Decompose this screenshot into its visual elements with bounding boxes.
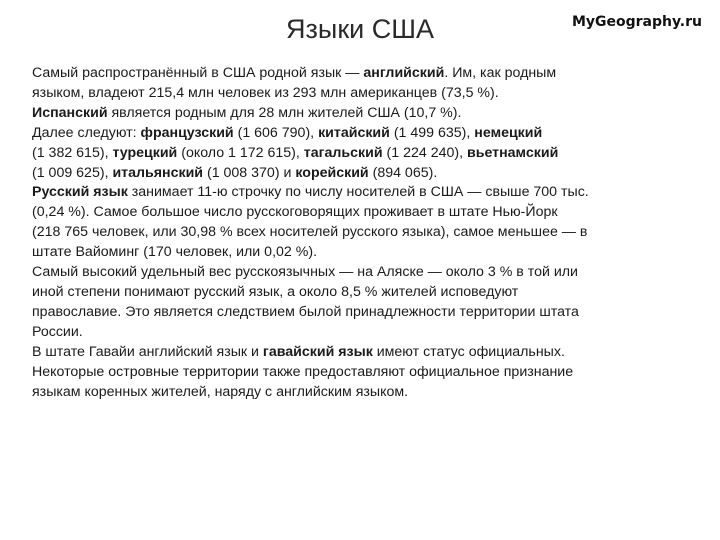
bold-term: турецкий: [112, 144, 178, 161]
text-line: [32, 144, 707, 164]
text-line: [32, 303, 707, 323]
bold-term: вьетнамский: [467, 144, 559, 161]
text-segment: (около 1 172 615),: [177, 144, 304, 161]
text-segment: (1 008 370) и: [203, 164, 296, 181]
bold-term: корейский: [295, 164, 369, 181]
text-line: [32, 243, 707, 263]
text-line: [32, 124, 707, 144]
bold-term: итальянский: [112, 164, 204, 181]
bold-term: тагальский: [303, 144, 383, 161]
text-line: [32, 64, 707, 84]
text-line: [32, 343, 707, 363]
text-segment: Самый распространённый в США родной язык —: [32, 65, 364, 81]
bold-term: Испанский: [32, 104, 108, 121]
text-line: [32, 203, 707, 223]
text-segment: является родным для 28 млн жителей США (10,7 %).: [107, 104, 462, 121]
body-text: [32, 64, 707, 402]
bold-term: английский: [363, 65, 445, 81]
text-segment: штате Вайоминг (170 человек, или 0,02 %).: [32, 244, 318, 261]
text-line: [32, 383, 707, 403]
text-segment: языкам коренных жителей, наряду с английским языком.: [32, 383, 409, 400]
text-segment: (894 065).: [368, 164, 438, 181]
text-segment: православие. Это является следствием былой принадлежности территории штата: [32, 303, 579, 320]
text-segment: (1 224 240),: [382, 144, 467, 161]
bold-term: французский: [140, 124, 234, 141]
text-segment: Некоторые островные территории также предоставляют официальное признание: [32, 363, 574, 380]
bold-term: китайский: [318, 124, 390, 141]
text-segment: Далее следуют:: [32, 124, 141, 141]
text-segment: (1 009 625),: [32, 164, 113, 181]
text-line: [32, 104, 707, 124]
text-line: [32, 183, 707, 203]
text-line: [32, 223, 707, 243]
text-segment: России.: [32, 323, 83, 340]
text-segment: (0,24 %). Самое большое число русскоговорящих проживает в штате Нью-Йорк: [32, 204, 558, 221]
text-line: [32, 263, 707, 283]
slide-title: Языки США: [286, 14, 434, 44]
text-segment: Самый высокий удельный вес русскоязычных — на Аляске — около 3 % в той или: [32, 264, 578, 281]
text-line: [32, 164, 707, 184]
text-segment: (218 765 человек, или 30,98 % всех носителей русского языка), самое меньшее — в: [32, 224, 588, 241]
site-watermark: MyGeography.ru: [571, 14, 702, 30]
text-line: [32, 363, 707, 383]
text-line: [32, 84, 707, 104]
text-segment: (1 382 615),: [32, 144, 113, 161]
text-line: [32, 283, 707, 303]
text-segment: В штате Гавайи английский язык и: [32, 343, 263, 360]
bold-term: Русский язык: [32, 184, 128, 201]
text-segment: имеют статус официальных.: [372, 343, 565, 360]
bold-term: немецкий: [474, 124, 543, 141]
text-segment: языком, владеют 215,4 млн человек из 293 млн американцев (73,5 %).: [32, 84, 499, 101]
text-segment: иной степени понимают русский язык, а около 8,5 % жителей исповедуют: [32, 283, 519, 300]
bold-term: гавайский язык: [262, 343, 373, 360]
text-segment: занимает 11-ю строчку по числу носителей в США — свыше 700 тыс.: [127, 184, 589, 201]
text-line: [32, 323, 707, 343]
text-segment: (1 499 635),: [389, 124, 475, 141]
text-segment: (1 606 790),: [233, 124, 319, 141]
text-segment: . Им, как родным: [444, 65, 557, 81]
